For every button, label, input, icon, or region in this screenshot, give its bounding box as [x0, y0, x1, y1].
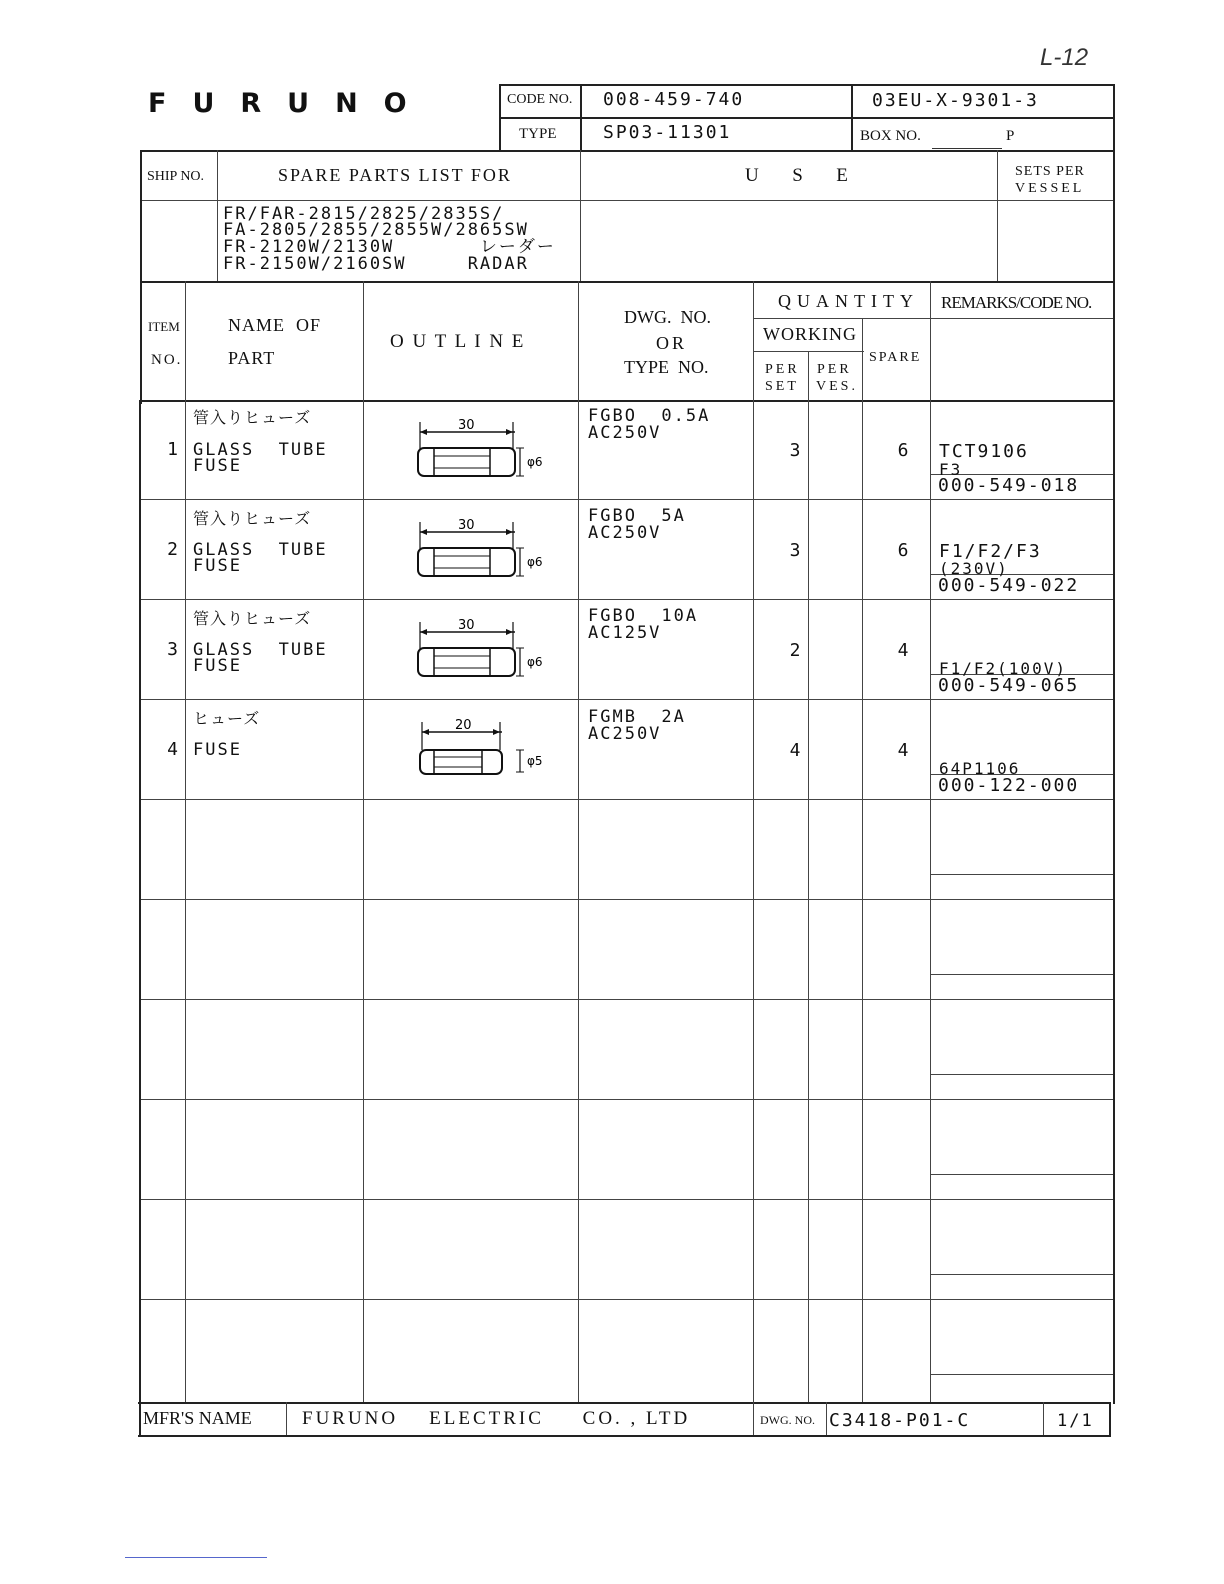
box-no-label: BOX NO.: [860, 128, 921, 144]
col-per-set-bottom: SET: [765, 379, 799, 394]
page-number: 1/1: [1057, 1411, 1094, 1431]
dwg-type-no: FGMB 2A: [588, 707, 686, 727]
fuse-length-label: 20: [455, 718, 472, 733]
col-spare-label: SPARE: [869, 350, 922, 365]
fuse-diameter-label: φ5: [527, 754, 543, 768]
qty-per-set: 4: [789, 740, 801, 761]
part-name-2: FUSE: [193, 456, 242, 476]
mfr-name-label: MFR'S NAME: [143, 1408, 252, 1428]
fuse-outline-drawing: [410, 510, 570, 585]
fuse-outline-drawing: [410, 710, 570, 785]
remark-fuse-pos: F1/F2(100V): [939, 659, 1067, 678]
qty-spare: 6: [897, 440, 909, 461]
part-name-jp: ヒューズ: [193, 709, 261, 728]
box-no-value: P: [1006, 128, 1015, 144]
bottom-link-line: [125, 1557, 267, 1558]
qty-per-set: 3: [789, 540, 801, 561]
code-ref-value: 03EU-X-9301-3: [872, 90, 1039, 111]
model-line-4: FR-2150W/2160SW RADAR: [223, 254, 529, 274]
part-name-2: FUSE: [193, 556, 242, 576]
item-no: 2: [167, 539, 178, 560]
part-name: GLASS TUBE: [193, 540, 328, 560]
col-outline-label: O U T L I N E: [390, 331, 526, 352]
qty-per-set: 3: [789, 440, 801, 461]
fuse-length-label: 30: [458, 418, 475, 433]
ship-no-label: SHIP NO.: [147, 169, 205, 184]
col-dwg-no-label: DWG. NO.: [624, 307, 711, 327]
remark-ref: TCT9106: [939, 441, 1029, 462]
fuse-length-label: 30: [458, 518, 475, 533]
col-remarks-label: REMARKS/CODE NO.: [941, 293, 1092, 312]
fuse-diameter-label: φ6: [527, 455, 543, 469]
part-name-jp: 管入りヒューズ: [193, 408, 312, 427]
part-name-2: FUSE: [193, 656, 242, 676]
qty-per-set: 2: [789, 640, 801, 661]
dwg-type-voltage: AC250V: [588, 724, 662, 744]
col-quantity-label: QUANTITY: [778, 291, 919, 311]
code-no: 000-549-018: [938, 475, 1080, 496]
col-per-set-top: PER: [765, 362, 800, 377]
brand-logo: FURUNO: [148, 88, 433, 119]
remark-fuse-pos: 64P1106: [939, 759, 1021, 778]
vessel-label: VESSEL: [1015, 181, 1085, 196]
model-line-2: FA-2805/2855/2855W/2865SW: [223, 220, 529, 240]
code-no-label: CODE NO.: [507, 92, 573, 107]
use-label: U S E: [745, 165, 856, 186]
part-name-jp: 管入りヒューズ: [193, 509, 312, 528]
box-no-underline: [932, 148, 1002, 149]
dwg-type-no: FGBO 10A: [588, 606, 699, 626]
part-name: GLASS TUBE: [193, 440, 328, 460]
dwg-type-no: FGBO 0.5A: [588, 406, 711, 426]
code-no: 000-122-000: [938, 775, 1080, 796]
fuse-diameter-label: φ6: [527, 555, 543, 569]
code-no: 000-549-065: [938, 675, 1080, 696]
type-label: TYPE: [519, 126, 557, 142]
dwg-type-voltage: AC250V: [588, 423, 662, 443]
remark-fuse-pos: F3: [939, 460, 963, 479]
part-name-jp: 管入りヒューズ: [193, 609, 312, 628]
dwg-type-no: FGBO 5A: [588, 506, 686, 526]
col-no-label: NO.: [151, 352, 183, 368]
type-value: SP03-11301: [603, 122, 732, 143]
item-no: 4: [167, 739, 178, 760]
remark-ref: F1/F2/F3: [939, 541, 1042, 562]
qty-spare: 4: [897, 740, 909, 761]
fuse-diameter-label: φ6: [527, 655, 543, 669]
remark-fuse-pos: (230V): [939, 559, 1009, 578]
part-name: GLASS TUBE: [193, 640, 328, 660]
qty-spare: 6: [897, 540, 909, 561]
col-working-label: WORKING: [763, 324, 857, 344]
model-line-3: FR-2120W/2130W レーダー: [223, 237, 556, 257]
mfr-name-value: FURUNO ELECTRIC CO. , LTD: [302, 1408, 691, 1429]
col-per-ves-top: PER: [817, 362, 852, 377]
qty-spare: 4: [897, 640, 909, 661]
item-no: 3: [167, 639, 178, 660]
col-item-label: ITEM: [148, 319, 180, 334]
col-type-no-label: TYPE NO.: [624, 357, 709, 377]
dwg-type-voltage: AC250V: [588, 523, 662, 543]
footer-dwg-no-value: C3418-P01-C: [829, 1410, 971, 1431]
fuse-length-label: 30: [458, 618, 475, 633]
page-mark: L-12: [1040, 44, 1089, 71]
part-name: FUSE: [193, 740, 242, 760]
fuse-outline-drawing: [410, 610, 570, 685]
model-line-1: FR/FAR-2815/2825/2835S/: [223, 204, 505, 224]
col-per-ves-bottom: VES.: [816, 379, 858, 394]
sets-per-label: SETS PER: [1015, 164, 1085, 179]
spare-parts-list-label: SPARE PARTS LIST FOR: [278, 165, 512, 185]
col-part-label: PART: [228, 348, 276, 368]
code-no: 000-549-022: [938, 575, 1080, 596]
code-no-value: 008-459-740: [603, 89, 745, 110]
footer-dwg-no-label: DWG. NO.: [760, 1413, 815, 1427]
col-or-label: OR: [656, 333, 688, 353]
dwg-type-voltage: AC125V: [588, 623, 662, 643]
item-no: 1: [167, 439, 178, 460]
fuse-outline-drawing: [410, 410, 570, 485]
col-name-of-label: NAME OF: [228, 315, 322, 335]
